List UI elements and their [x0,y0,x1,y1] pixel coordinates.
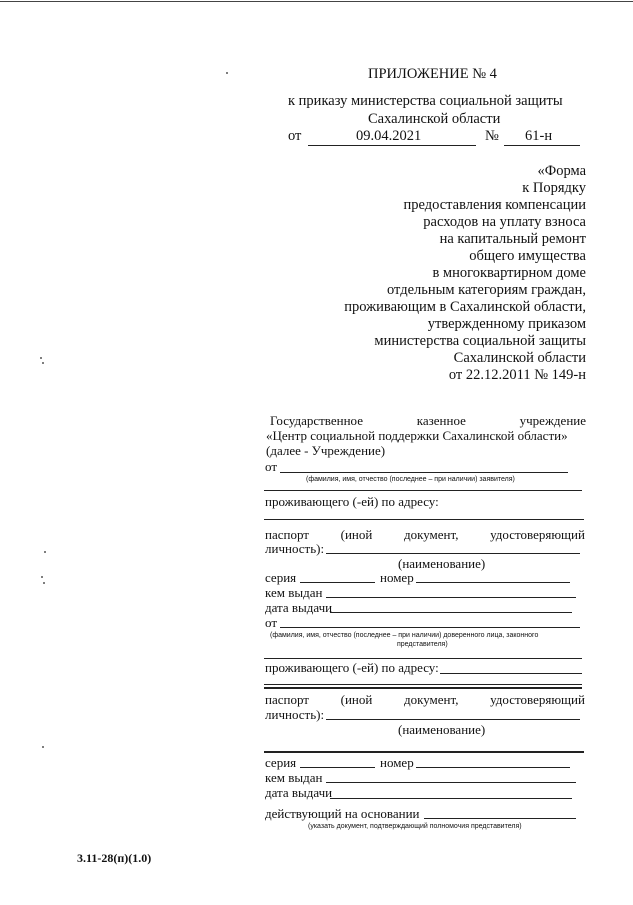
addressee-word: учреждение [519,413,586,428]
applicant-identity-label: личность): [265,541,325,556]
form-code: 3.11-28(п)(1.0) [77,851,152,865]
rep-address-field[interactable] [440,673,582,674]
addressee-word: казенное [416,413,466,428]
form-ref-line: отдельным категориям граждан, [387,282,586,298]
form-ref-line: на капитальный ремонт [439,231,586,247]
rep-separator [264,687,582,689]
addressee-line-1 [270,413,586,428]
rep-doc-separator [264,751,584,753]
rep-basis-hint: (указать документ, подтверждающий полномочия представителя) [308,823,522,830]
order-number-underline [504,145,580,146]
rep-series-field[interactable] [300,767,375,768]
applicant-series-field[interactable] [300,582,375,583]
scan-speck [41,576,43,578]
scan-speck [42,746,44,748]
order-number-label: № [485,128,499,144]
addressee-word: Государственное [270,413,363,428]
scan-speck [44,551,46,553]
applicant-series-label: серия [265,570,297,585]
rep-passport-line [265,692,585,707]
addressee-line-3: (далее - Учреждение) [266,443,386,458]
applicant-fio-hint: (фамилия, имя, отчество (последнее – при наличии) заявителя) [306,476,515,483]
applicant-fio-field[interactable] [280,472,568,473]
addressee-line-2: «Центр социальной поддержки Сахалинской области» [266,428,568,443]
order-date-underline [308,145,476,146]
form-ref-line: в многоквартирном доме [432,265,586,281]
rep-series-label: серия [265,755,297,770]
rep-address-field-2[interactable] [264,684,582,685]
passport-word: паспорт [265,527,309,542]
form-ref-line: к Порядку [522,180,586,196]
rep-number-label: номер [380,755,414,770]
rep-issuer-field[interactable] [326,782,576,783]
form-ref-line: проживающим в Сахалинской области, [344,299,586,315]
form-ref-line: утвержденному приказом [427,316,586,332]
rep-basis-field[interactable] [424,818,576,819]
applicant-issue-date-label: дата выдачи [265,600,333,615]
rep-issue-date-label: дата выдачи [265,785,333,800]
appendix-title: ПРИЛОЖЕНИЕ № 4 [368,66,497,82]
applicant-address-label: проживающего (-ей) по адресу: [265,494,439,509]
applicant-extra-line[interactable] [264,490,582,491]
rep-identity-label: личность): [265,707,325,722]
passport-word: удостоверяющий [490,692,585,707]
rep-basis-label: действующий на основании [265,806,420,821]
form-ref-line: предоставления компенсации [403,197,586,213]
rep-fio-hint-1: (фамилия, имя, отчество (последнее – при наличии) доверенного лица, законного [270,632,539,639]
passport-word: удостоверяющий [490,527,585,542]
rep-doc-field[interactable] [326,719,580,720]
order-line-2: Сахалинской области [368,111,501,127]
applicant-address-field[interactable] [264,519,584,520]
order-date-label: от [288,128,302,144]
rep-address-label: проживающего (-ей) по адресу: [265,660,439,675]
order-line-1: к приказу министерства социальной защиты [288,93,563,109]
passport-word: (иной [340,527,373,542]
passport-word: документ, [403,692,459,707]
rep-issuer-label: кем выдан [265,770,323,785]
applicant-number-field[interactable] [416,582,570,583]
passport-word: паспорт [265,692,309,707]
scan-speck [43,582,45,584]
applicant-passport-line [265,527,585,542]
applicant-issue-date-field[interactable] [330,612,572,613]
applicant-issuer-field[interactable] [326,597,576,598]
scan-speck [226,72,228,74]
order-number: 61-н [525,128,553,144]
scan-speck [40,357,42,359]
rep-issue-date-field[interactable] [330,798,572,799]
form-ref-line: Сахалинской области [453,350,586,366]
form-ref-line: «Форма [537,163,586,179]
applicant-from-label: от [265,459,278,474]
passport-word: документ, [403,527,459,542]
form-ref-line: общего имущества [469,248,586,264]
scan-edge [0,1,633,2]
applicant-doc-field[interactable] [326,553,580,554]
rep-from-label: от [265,615,278,630]
rep-extra-line[interactable] [264,658,582,659]
rep-doc-hint: (наименование) [398,722,486,737]
form-ref-line: от 22.12.2011 № 149-н [448,367,586,383]
form-ref-line: расходов на уплату взноса [423,214,586,230]
form-reference [286,163,586,384]
passport-word: (иной [340,692,373,707]
form-ref-line: министерства социальной защиты [374,333,586,349]
order-date: 09.04.2021 [356,128,422,144]
applicant-issuer-label: кем выдан [265,585,323,600]
scan-speck [42,362,44,364]
rep-number-field[interactable] [416,767,570,768]
rep-fio-field[interactable] [280,627,580,628]
applicant-doc-hint: (наименование) [398,556,486,571]
applicant-number-label: номер [380,570,414,585]
rep-fio-hint-2: представителя) [397,641,448,648]
